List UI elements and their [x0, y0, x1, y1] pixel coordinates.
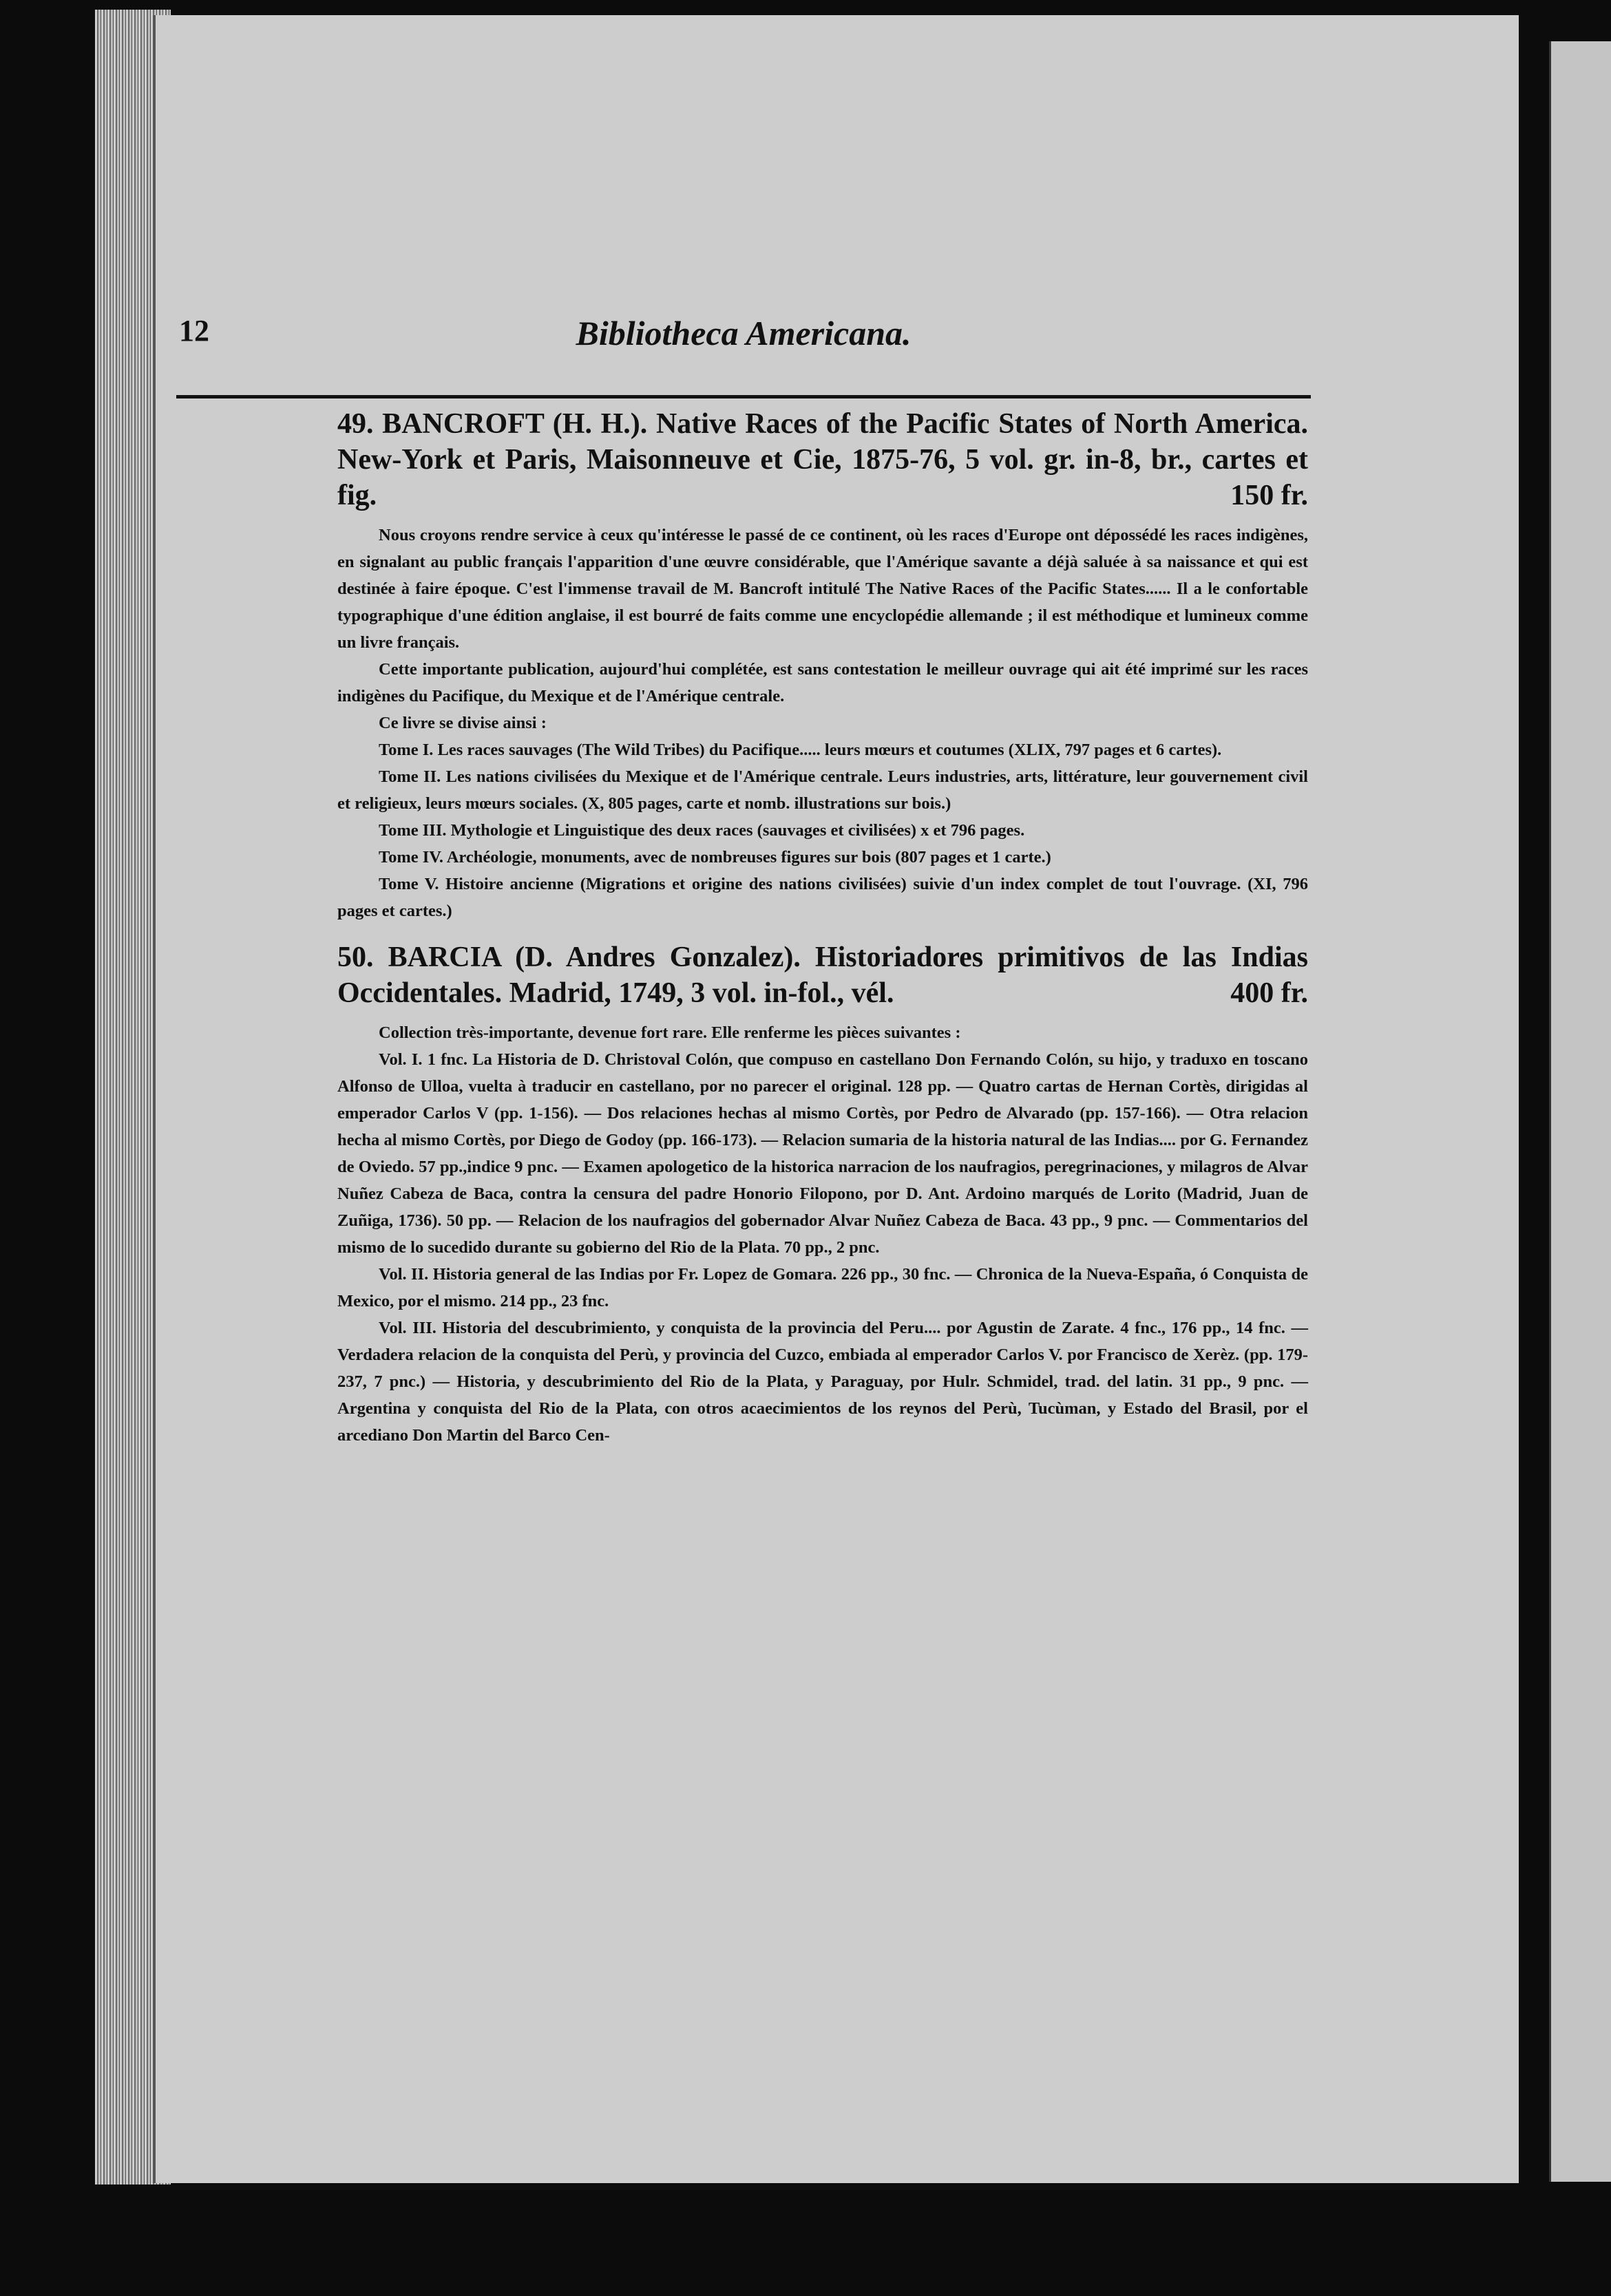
- entry-price: 150 fr.: [1230, 480, 1308, 511]
- entry-heading: [337, 939, 1308, 1011]
- note-paragraph: Tome I. Les races sauvages (The Wild Tribes) du Pacifique..... leurs mœurs et coutumes (XLIX, 797 pages et 6 cartes).: [379, 741, 1222, 759]
- header-rule: [176, 395, 1311, 398]
- note-paragraph: Vol. III. Historia del descubrimiento, y conquista de la provincia del Peru.... por Agustin de Zarate. 4 fnc., 176 pp., 14 fnc. — Verdadera relacion de la conquista del Perù, y provincia del Cuzco, embiada al emperador Carlos V. por Francisco de Xerèz. (pp. 179-237, 7 pnc.) — Historia, y descubrimiento del Rio de la Plata, y Paraguay, por Hulr. Schmidel, trad. del latin. 31 pp., 9 pnc. — Argentina y conquista del Rio de la Plata, con otros acaecimientos de los reynos del Perù, Tucùman, y Estado del Brasil, por el arcediano Don Martin del Barco Cen-: [337, 1319, 1308, 1445]
- page-header: [179, 313, 1308, 361]
- note-paragraph: Tome IV. Archéologie, monuments, avec de nombreuses figures sur bois (807 pages et 1 carte.): [379, 848, 1051, 867]
- entry-price: 400 fr.: [1230, 977, 1308, 1009]
- note-paragraph: Tome V. Histoire ancienne (Migrations et origine des nations civilisées) suivie d'un index complet de tout l'ouvrage. (XI, 796 pages et cartes.): [337, 875, 1308, 920]
- entry-heading: [337, 406, 1308, 513]
- entry-50: [337, 939, 1308, 1449]
- entry-49: [337, 406, 1308, 924]
- entry-heading-text: 49. BANCROFT (H. H.). Native Races of the Pacific States of North America. New-York et Paris, Maisonneuve et Cie, 1875-76, 5 vol. gr. in-8, br., cartes et fig.: [337, 408, 1308, 511]
- page-content: [337, 406, 1308, 1449]
- entry-heading-text: 50. BARCIA (D. Andres Gonzalez). Historiadores primitivos de las Indias Occidentales. Madrid, 1749, 3 vol. in-fol., vél.: [337, 942, 1308, 1009]
- note-paragraph: Vol. I. 1 fnc. La Historia de D. Christoval Colón, que compuso en castellano Don Fernando Colón, su hijo, y traduxo en toscano Alfonso de Ulloa, vuelta à traducir en castellano, por no parecer el original. 128 pp. — Quatro cartas de Hernan Cortès, dirigidas al emperador Carlos V (pp. 1-156). — Dos relaciones hechas al mismo Cortès, por Pedro de Alvarado (pp. 157-166). — Otra relacion hecha al mismo Cortès, por Diego de Godoy (pp. 166-173). — Relacion sumaria de la historia natural de las Indias.... por G. Fernandez de Oviedo. 57 pp.,indice 9 pnc. — Examen apologetico de la historica narracion de los naufragios, peregrinaciones, y milagros de Alvar Nuñez Cabeza de Baca, contra la censura del padre Honorio Filopono, por D. Ant. Ardoino marqués de Lorito (Madrid, Juan de Zuñiga, 1736). 50 pp. — Relacion de los naufragios del gobernador Alvar Nuñez Cabeza de Baca. 43 pp., 9 pnc. — Commentarios del mismo de lo sucedido durante su gobierno del Rio de la Plata. 70 pp., 2 pnc.: [337, 1050, 1308, 1257]
- note-paragraph: Vol. II. Historia general de las Indias por Fr. Lopez de Gomara. 226 pp., 30 fnc. — Chronica de la Nueva-España, ó Conquista de Mexico, por el mismo. 214 pp., 23 fnc.: [337, 1265, 1308, 1310]
- note-paragraph: Collection très-importante, devenue fort rare. Elle renferme les pièces suivantes :: [379, 1023, 961, 1042]
- entry-note: [337, 522, 1308, 924]
- adjacent-page-edge: [1549, 41, 1611, 2182]
- running-title: Bibliotheca Americana.: [576, 314, 912, 352]
- note-paragraph: Tome II. Les nations civilisées du Mexique et de l'Amérique centrale. Leurs industries, arts, littérature, leur gouvernement civil et religieux, leurs mœurs sociales. (X, 805 pages, carte et nomb. illustrations sur bois.): [337, 767, 1308, 813]
- note-paragraph: Cette importante publication, aujourd'hui complétée, est sans contestation le meilleur ouvrage qui ait été imprimé sur les races indigènes du Pacifique, du Mexique et de l'Amérique centrale.: [337, 660, 1308, 705]
- note-paragraph: Nous croyons rendre service à ceux qu'intéresse le passé de ce continent, où les races d'Europe ont dépossédé les races indigènes, en signalant au public français l'apparition d'une œuvre considérable, que l'Amérique savante a déjà saluée à sa naissance et qui est destinée à faire époque. C'est l'immense travail de M. Bancroft intitulé The Native Races of the Pacific States...... Il a le confortable typographique d'une édition anglaise, il est bourré de faits comme une encyclopédie allemande ; il est méthodique et lumineux comme un livre français.: [337, 526, 1308, 652]
- entry-note: [337, 1019, 1308, 1449]
- page-number: 12: [179, 314, 209, 348]
- note-paragraph: Ce livre se divise ainsi :: [379, 714, 547, 732]
- note-paragraph: Tome III. Mythologie et Linguistique des deux races (sauvages et civilisées) x et 796 pages.: [379, 821, 1025, 840]
